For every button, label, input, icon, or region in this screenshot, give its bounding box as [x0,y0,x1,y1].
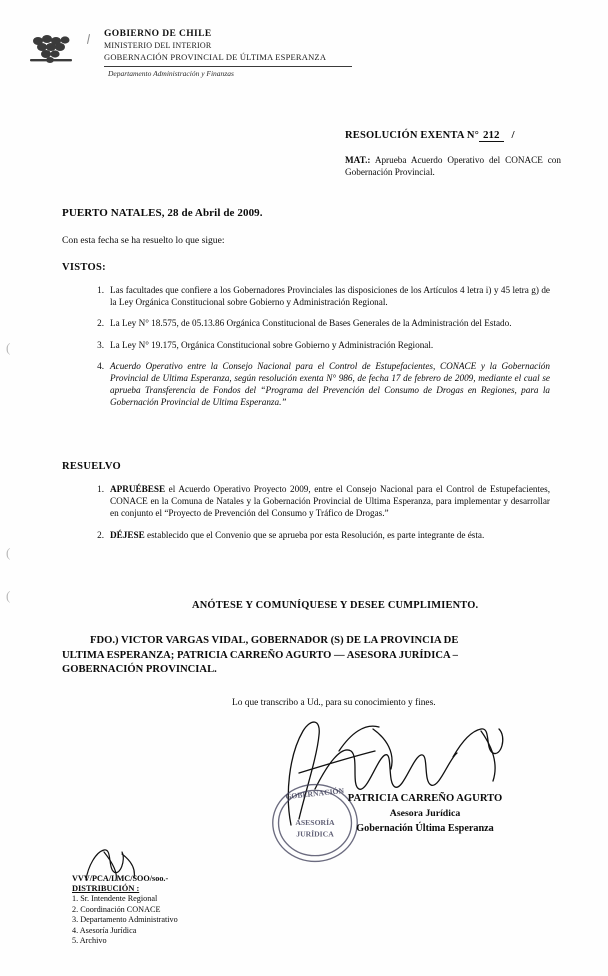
list-item-text: el Acuerdo Operativo Proyecto 2009, entre el Consejo Nacional para el Control de Estupefacientes, CONACE en la Comuna de Natales y la Gobernación Provincial de Ultima Esperanza, para implementar y desarrollar en conjunto el “Proyecto de Prevención del Consumo y Tráfico de Drogas.” [110,484,550,519]
list-item-number: 4. [97,360,104,371]
resolution-title: RESOLUCIÓN EXENTA N° [345,130,480,141]
list-item [80,317,550,329]
coat-of-arms-icon [28,32,76,66]
scan-artifact-tick [87,34,90,44]
resolved-intro-line: Con esta fecha se ha resuelto lo que sigue: [62,235,225,246]
list-item-number: 1. [97,285,104,295]
header-line-ministerio: MINISTERIO DEL INTERIOR [104,41,212,50]
distribution-heading: DISTRIBUCIÓN : [72,884,140,893]
transcription-note: Lo que transcribo a Ud., para su conocimiento y fines. [232,698,436,708]
signatory-org: Gobernación Última Esperanza [356,823,494,834]
distribution-list [72,894,178,947]
resolution-number: 212 [479,129,504,142]
resuelvo-list [80,483,550,550]
subject-label: MAT.: [345,155,371,165]
list-item-lead: DÉJESE [110,529,145,540]
header-divider [104,66,352,67]
list-item-text: Acuerdo Operativo entre la Consejo Nacional para el Control de Estupefacientes, CONACE y la Gobernación Provincial de Ultima Esperanza, según resolución exenta N° 986, de fecha 17 de febrero de 2009, mediante el cual se aprueba Transferencia de Fondos del “Programa del Prevención del Consumo de Drogas en Regiones, para la Gobernación Provincial de Ultima Esperanza.” [110,360,550,408]
list-item-lead: APRUÉBESE [110,484,166,494]
fdo-line-2: ULTIMA ESPERANZA; PATRICIA CARREÑO AGURTO — ASESORA JURÍDICA – [62,649,458,661]
stamp-bottom-text: JURÍDICA [296,829,334,839]
list-item-text: Las facultades que confiere a los Gobernadores Provinciales las disposiciones de los Artículos 4 letra i) y 45 letra g) de la Ley Orgánica Constitucional sobre Gobierno y Administración Regional. [110,285,550,308]
scan-artifact-left-3: ( [6,588,11,603]
stamp-top-text: GOBERNACIÓN [285,786,345,802]
scan-artifact-left-1: ( [6,340,11,355]
scan-artifact-left-2: ( [6,545,11,560]
city-date-line: PUERTO NATALES, 28 de Abril de 2009. [62,207,263,219]
vistos-list [80,284,550,418]
signed-by-block [62,634,554,678]
document-header [28,28,580,86]
resuelvo-heading: RESUELVO [62,461,121,472]
list-item [80,339,550,351]
subject-block [345,155,561,178]
list-item [80,284,550,308]
stamp-mid-text: ASESORÍA [295,817,335,827]
list-item [80,483,550,520]
resolution-slash: / [511,129,515,141]
list-item-text: La Ley N° 18.575, de 05.13.86 Orgánica Constitucional de Bases Generales de la Administración del Estado. [110,318,512,329]
list-item-text: establecido que el Convenio que se aprueba por esta Resolución, es parte integrante de ésta. [144,529,485,540]
header-line-gobernacion: GOBERNACIÓN PROVINCIAL DE ÚLTIMA ESPERANZA [104,52,327,62]
anotese-line: ANÓTESE Y COMUNÍQUESE Y DESEE CUMPLIMIENTO. [192,600,479,611]
list-item: 4. Asesoría Jurídica [72,925,137,935]
subject-text: Aprueba Acuerdo Operativo del CONACE con Gobernación Provincial. [345,155,561,177]
list-item: 3. Departamento Administrativo [72,915,178,925]
list-item [80,529,550,541]
fdo-line-1: FDO.) VICTOR VARGAS VIDAL, GOBERNADOR (S) DE LA PROVINCIA DE [90,635,459,646]
header-text-block [104,28,326,63]
header-line-departamento: Departamento Administración y Finanzas [108,69,234,78]
resolution-number-block [345,125,570,143]
list-item-number: 2. [97,318,104,329]
header-line-gobierno: GOBIERNO DE CHILE [104,29,212,39]
signatory-role: Asesora Jurídica [389,808,461,819]
list-item-number: 2. [97,529,104,540]
vistos-heading: VISTOS: [62,262,106,273]
list-item: 5. Archivo [72,936,107,946]
signatory-name: PATRICIA CARREÑO AGURTO [347,793,503,804]
fdo-line-3: GOBERNACIÓN PROVINCIAL. [62,664,217,675]
list-item-text: La Ley N° 19.175, Orgánica Constitucional sobre Gobierno y Administración Regional. [110,339,434,350]
list-item-number: 1. [97,484,104,494]
list-item: 2. Coordinación CONACE [72,904,161,914]
list-item [80,360,550,409]
list-item-number: 3. [97,339,104,350]
list-item: 1. Sr. Intendente Regional [72,894,158,903]
drafter-initials: VVV/PCA/LMC/SOO/soo.- [72,874,169,883]
